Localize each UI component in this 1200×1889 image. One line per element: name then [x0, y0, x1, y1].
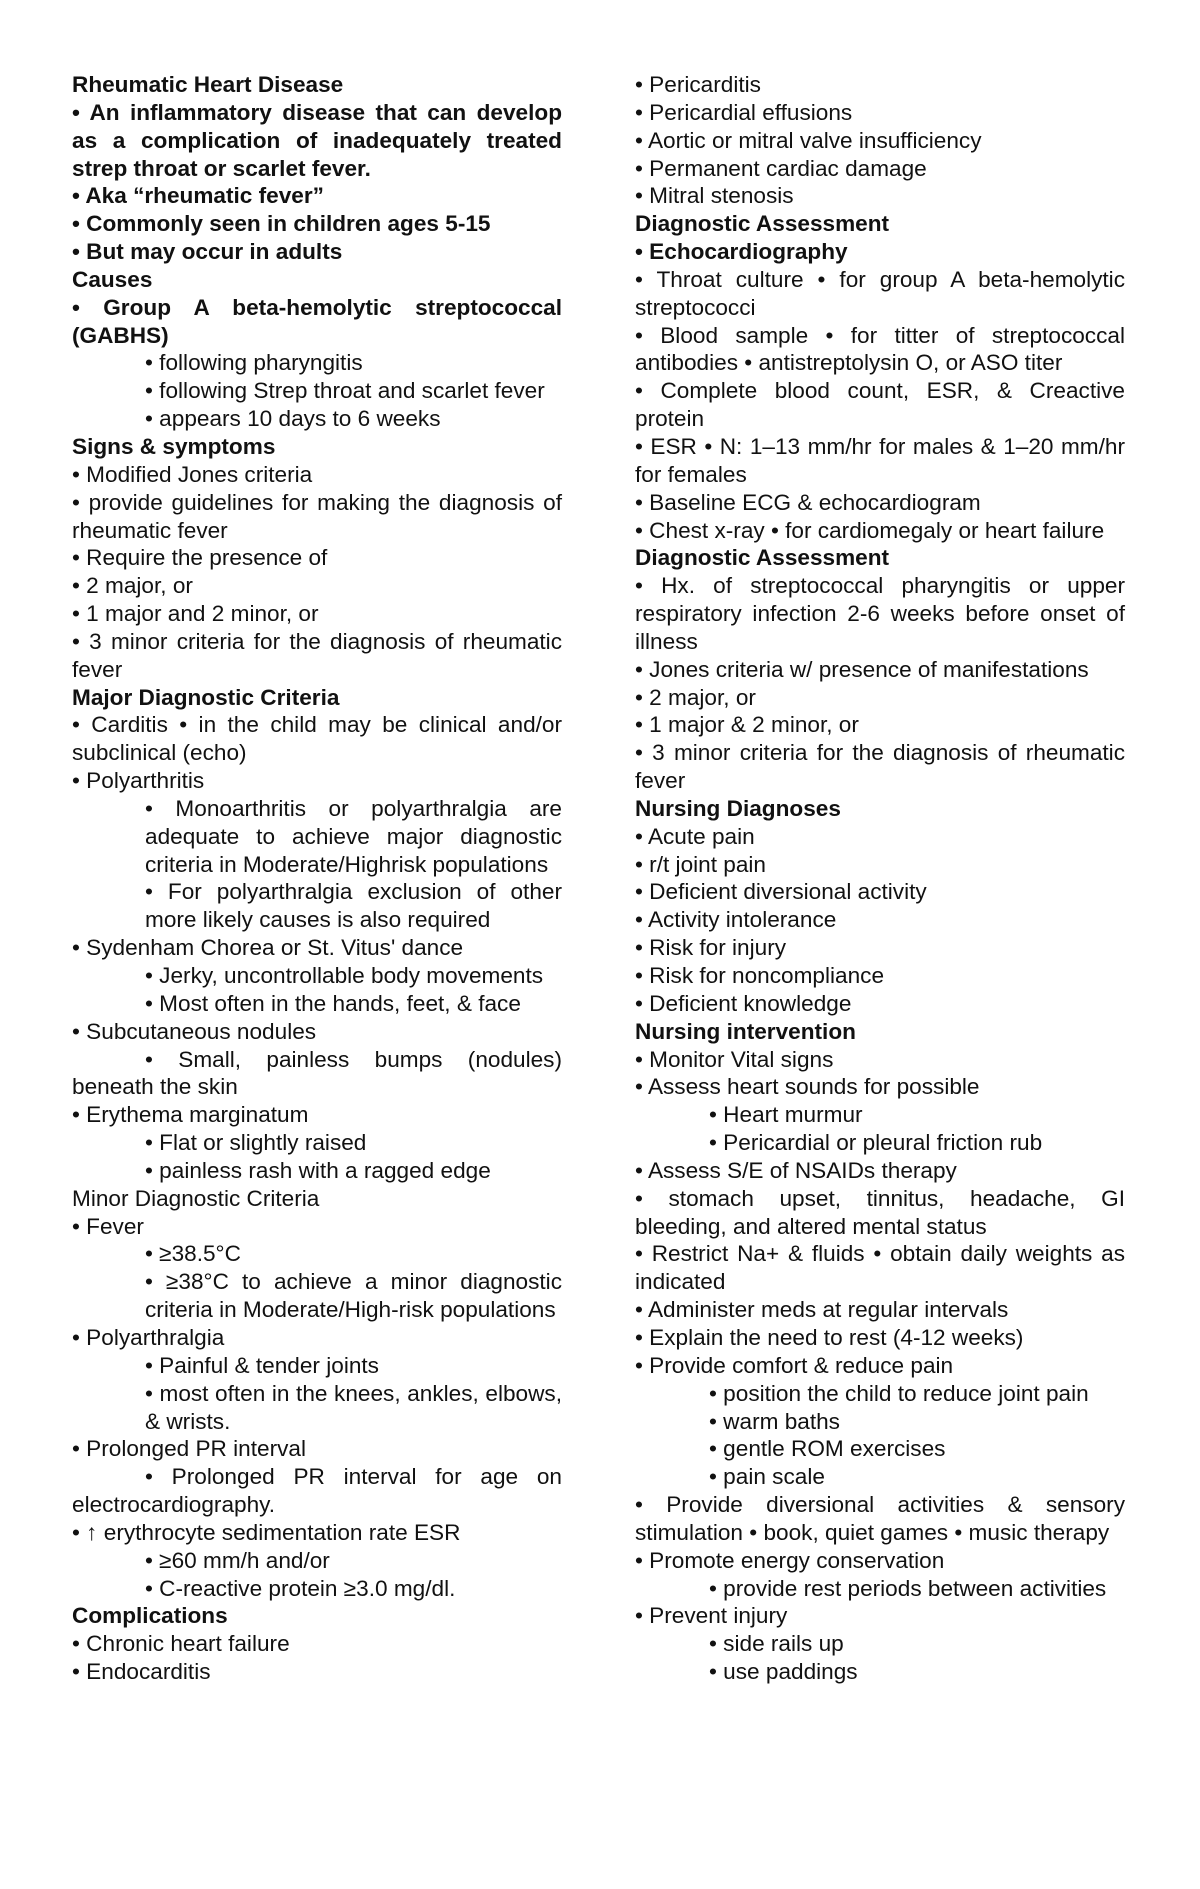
list-item: • pain scale: [709, 1464, 825, 1490]
list-item: • Polyarthralgia: [72, 1324, 225, 1350]
children-line: • Commonly seen in children ages 5-15: [72, 211, 491, 237]
list-item: • use paddings: [709, 1659, 858, 1685]
list-item: • Baseline ECG & echocardiogram: [635, 489, 981, 515]
list-item: • ESR • N: 1–13 mm/hr for males & 1–20 mm/hr for females: [635, 433, 1125, 487]
list-item: • Throat culture • for group A beta-hemolytic streptococci: [635, 266, 1125, 320]
page-title: Rheumatic Heart Disease: [72, 72, 344, 97]
nursing-intervention-heading: Nursing intervention: [635, 1018, 856, 1044]
list-item: • Permanent cardiac damage: [635, 155, 927, 181]
list-item: • Modified Jones criteria: [72, 461, 313, 487]
list-item: • Explain the need to rest (4-12 weeks): [635, 1324, 1024, 1350]
list-item: • Assess heart sounds for possible: [635, 1074, 980, 1100]
list-item: • For polyarthralgia exclusion of other more likely causes is also required: [145, 879, 562, 933]
list-item: • Activity intolerance: [635, 907, 837, 933]
list-item: • Pericarditis: [635, 72, 761, 97]
aka-line: • Aka “rheumatic fever”: [72, 183, 324, 209]
list-item: • Sydenham Chorea or St. Vitus' dance: [72, 935, 464, 961]
list-item: • Erythema marginatum: [72, 1102, 309, 1128]
list-item: • Fever: [72, 1213, 144, 1239]
list-item: • 2 major, or: [72, 573, 193, 599]
list-item: • Assess S/E of NSAIDs therapy: [635, 1157, 957, 1183]
gabhs-line: • Group A beta-hemolytic streptococcal (GABHS): [72, 294, 562, 348]
list-item: • Endocarditis: [72, 1659, 211, 1685]
list-item: • Aortic or mitral valve insufficiency: [635, 127, 982, 153]
signs-heading: Signs & symptoms: [72, 433, 276, 459]
list-item: • Prolonged PR interval for age on electrocardiography.: [72, 1464, 562, 1518]
list-item: • 1 major and 2 minor, or: [72, 601, 319, 627]
minor-criteria-heading: Minor Diagnostic Criteria: [72, 1185, 320, 1211]
list-item: • Administer meds at regular intervals: [635, 1297, 1009, 1323]
causes-heading: Causes: [72, 266, 153, 292]
list-item: • position the child to reduce joint pain: [709, 1380, 1089, 1406]
list-item: • stomach upset, tinnitus, headache, GI bleeding, and altered mental status: [635, 1185, 1125, 1239]
list-item: • 3 minor criteria for the diagnosis of rheumatic fever: [72, 628, 562, 682]
list-item: • Monitor Vital signs: [635, 1046, 834, 1072]
list-item: • Painful & tender joints: [145, 1352, 379, 1378]
list-item: • Deficient knowledge: [635, 990, 852, 1016]
list-item: • Flat or slightly raised: [145, 1130, 367, 1156]
list-item: • Complete blood count, ESR, & Creactive protein: [635, 378, 1125, 432]
list-item: • ≥38°C to achieve a minor diagnostic criteria in Moderate/High-risk populations: [145, 1269, 562, 1323]
list-item: • Require the presence of: [72, 545, 328, 571]
diagnostic-assessment-heading: Diagnostic Assessment: [635, 545, 890, 571]
adults-line: • But may occur in adults: [72, 239, 343, 265]
list-item: • Pericardial or pleural friction rub: [709, 1130, 1043, 1156]
list-item: • 1 major & 2 minor, or: [635, 712, 859, 738]
list-item: • C-reactive protein ≥3.0 mg/dl.: [145, 1575, 456, 1601]
list-item: • Risk for injury: [635, 935, 787, 961]
list-item: • Monoarthritis or polyarthralgia are adequate to achieve major diagnostic criteria in Moderate/Highrisk populations: [145, 795, 562, 877]
echocardiography-line: • Echocardiography: [635, 239, 848, 265]
list-item: • ≥38.5°C: [145, 1241, 241, 1267]
list-item: • Provide comfort & reduce pain: [635, 1352, 954, 1378]
list-item: • Blood sample • for titter of streptococcal antibodies • antistreptolysin O, or ASO titer: [635, 322, 1125, 376]
list-item: • Risk for noncompliance: [635, 963, 885, 988]
list-item: • Chronic heart failure: [72, 1631, 290, 1657]
list-item: • Mitral stenosis: [635, 183, 794, 209]
list-item: • side rails up: [709, 1631, 844, 1657]
list-item: • Polyarthritis: [72, 768, 205, 794]
list-item: • Heart murmur: [709, 1102, 863, 1128]
list-item: • Deficient diversional activity: [635, 879, 927, 905]
list-item: • gentle ROM exercises: [709, 1436, 946, 1462]
list-item: • Carditis • in the child may be clinical and/or subclinical (echo): [72, 712, 562, 766]
list-item: • provide guidelines for making the diagnosis of rheumatic fever: [72, 489, 562, 543]
major-criteria-heading: Major Diagnostic Criteria: [72, 684, 340, 710]
list-item: • following pharyngitis: [145, 350, 363, 376]
list-item: • Pericardial effusions: [635, 99, 853, 125]
list-item: • Restrict Na+ & fluids • obtain daily weights as indicated: [635, 1241, 1125, 1295]
list-item: • Hx. of streptococcal pharyngitis or upper respiratory infection 2-6 weeks before onset of illness: [635, 573, 1125, 654]
complications-heading: Complications: [72, 1603, 228, 1629]
list-item: • most often in the knees, ankles, elbows, & wrists.: [145, 1380, 562, 1434]
right-column: [635, 71, 1125, 1686]
list-item: • Provide diversional activities & sensory stimulation • book, quiet games • music therapy: [635, 1492, 1125, 1545]
list-item: • Jones criteria w/ presence of manifestations: [635, 656, 1089, 682]
nursing-diagnoses-heading: Nursing Diagnoses: [635, 795, 841, 821]
list-item: • warm baths: [709, 1408, 840, 1434]
left-column: [72, 71, 562, 1686]
list-item: • provide rest periods between activities: [709, 1575, 1107, 1601]
list-item: • Small, painless bumps (nodules) beneath the skin: [72, 1046, 562, 1100]
list-item: • Prolonged PR interval: [72, 1436, 306, 1462]
intro-paragraph: • An inflammatory disease that can develop as a complication of inadequately treated strep throat or scarlet fever.: [72, 99, 562, 181]
list-item: • appears 10 days to 6 weeks: [145, 406, 441, 432]
diagnostic-assessment-heading: Diagnostic Assessment: [635, 211, 890, 237]
list-item: • ≥60 mm/h and/or: [145, 1547, 330, 1573]
list-item: • 3 minor criteria for the diagnosis of rheumatic fever: [635, 740, 1125, 794]
list-item: • ↑ erythrocyte sedimentation rate ESR: [72, 1519, 461, 1545]
list-item: • Chest x-ray • for cardiomegaly or heart failure: [635, 517, 1105, 543]
list-item: • painless rash with a ragged edge: [145, 1157, 491, 1183]
list-item: • Acute pain: [635, 823, 755, 849]
list-item: • Subcutaneous nodules: [72, 1018, 317, 1044]
list-item: • 2 major, or: [635, 684, 756, 710]
list-item: • Promote energy conservation: [635, 1547, 945, 1573]
list-item: • following Strep throat and scarlet fever: [145, 378, 545, 404]
list-item: • Prevent injury: [635, 1603, 788, 1629]
list-item: • Most often in the hands, feet, & face: [145, 990, 521, 1016]
list-item: • Jerky, uncontrollable body movements: [145, 963, 544, 988]
list-item: • r/t joint pain: [635, 851, 766, 877]
